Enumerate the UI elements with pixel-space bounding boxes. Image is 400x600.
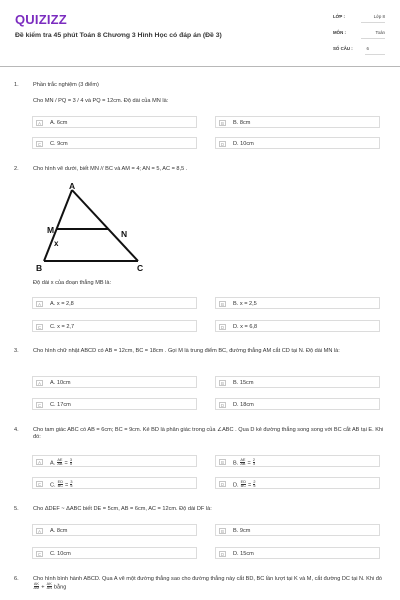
option-letter-box: C	[37, 141, 42, 147]
meta-subject	[333, 30, 385, 38]
option-text: D. $\frac{ED}{BC}$ = $\frac{2}{5}$	[233, 479, 256, 489]
option-text: C. x = 2,7	[50, 323, 75, 330]
option-text: B. 15cm	[233, 379, 254, 386]
option-text: A. x = 2,8	[50, 300, 74, 307]
meta-class-value: Lớp 8	[373, 14, 385, 19]
question-number: 5.	[14, 506, 19, 512]
answer-option[interactable]	[32, 455, 197, 467]
vertex-label-b: B	[36, 263, 43, 273]
option-text: A. 8cm	[50, 527, 68, 534]
option-letter-box: C	[37, 481, 42, 487]
question-number: 1.	[14, 82, 19, 88]
option-letter-box: C	[37, 324, 42, 330]
answer-option[interactable]	[32, 376, 197, 388]
question-text: Cho ΔDEF ~ ΔABC biết DE = 5cm, AB = 6cm, AC = 12cm. Độ dài DF là:	[33, 506, 212, 512]
option-letter-box: B	[219, 528, 226, 535]
question-number: 2.	[14, 166, 19, 172]
vertex-label-c: C	[137, 263, 144, 273]
vertex-label-a: A	[69, 181, 76, 191]
option-letter-box: A	[36, 301, 43, 308]
answer-option[interactable]	[32, 547, 197, 559]
answer-option[interactable]	[32, 320, 197, 332]
option-text: C. 10cm	[50, 550, 71, 557]
option-letter-box: D	[220, 551, 225, 557]
option-letter-box: D	[220, 141, 225, 147]
option-letter-box: C	[37, 402, 42, 408]
option-text: A. 10cm	[50, 379, 71, 386]
option-text: B. $\frac{AE}{AB}$ = $\frac{2}{3}$	[233, 457, 255, 467]
triangle-figure	[33, 181, 153, 273]
meta-count-value: 6	[366, 46, 369, 51]
meta-class	[333, 14, 385, 22]
question-section-heading: Phần trắc nghiệm (3 điểm)	[33, 82, 99, 88]
option-text: C. 9cm	[50, 140, 68, 147]
option-letter-box: C	[37, 551, 42, 557]
option-text: B. x = 2,5	[233, 300, 257, 307]
answer-option[interactable]	[32, 524, 197, 536]
option-letter-box: B	[219, 380, 226, 387]
meta-subject-key: MÔN :	[333, 30, 346, 35]
logo: QUIZIZZ	[15, 12, 67, 27]
option-letter-box: B	[219, 120, 226, 127]
question-number: 3.	[14, 348, 19, 354]
option-letter-box: D	[220, 402, 225, 408]
answer-option[interactable]	[215, 297, 380, 309]
answer-option[interactable]	[215, 137, 380, 149]
option-letter-box: A	[36, 528, 43, 535]
answer-option[interactable]	[215, 116, 380, 128]
option-text: D. 15cm	[233, 550, 254, 557]
answer-option[interactable]	[32, 297, 197, 309]
question-text: Cho hình vẽ dưới, biết MN // BC và AM = 4; AN = 5, AC = 8,5 .	[33, 166, 188, 172]
question-text: Độ dài x của đoạn thẳng MB là:	[33, 280, 112, 286]
question-text: Cho hình chữ nhật ABCD có AB = 12cm, BC = 18cm . Gọi M là trung điểm BC, đường thẳng AM cắt CD tại N. Độ dài MN là:	[33, 348, 340, 354]
meta-count-key: SỐ CÂU :	[333, 46, 353, 51]
option-text: D. 18cm	[233, 401, 254, 408]
option-text: A. $\frac{AE}{AB}$ = $\frac{3}{5}$	[50, 457, 72, 467]
answer-option[interactable]	[32, 137, 197, 149]
vertex-label-n: N	[121, 229, 128, 239]
question-text: Cho tam giác ABC có AB = 6cm; BC = 9cm. Kẻ BD là phân giác trong của ∠ABC . Qua D kẻ đường thẳng song song với BC cắt AB tại E. Khi đó:	[33, 427, 384, 440]
option-text: D. 10cm	[233, 140, 254, 147]
option-letter-box: B	[219, 301, 226, 308]
question-text: Cho MN / PQ = 3 / 4 và PQ = 12cm. Độ dài của MN là:	[33, 98, 169, 104]
answer-option[interactable]	[215, 376, 380, 388]
answer-option[interactable]	[215, 524, 380, 536]
answer-option[interactable]	[215, 398, 380, 410]
answer-option[interactable]	[215, 455, 380, 467]
answer-option[interactable]	[215, 320, 380, 332]
option-letter-box: D	[220, 324, 225, 330]
meta-count	[333, 46, 385, 54]
option-text: A. 6cm	[50, 119, 68, 126]
meta-subject-value: Toán	[375, 30, 385, 35]
option-text: B. 9cm	[233, 527, 251, 534]
answer-option[interactable]	[32, 477, 197, 489]
vertex-label-m: M	[47, 225, 55, 235]
option-text: C. 17cm	[50, 401, 71, 408]
document-title: Đề kiểm tra 45 phút Toán 8 Chương 3 Hình Học có đáp án (Đề 3)	[15, 32, 222, 39]
option-letter-box: A	[36, 380, 43, 387]
option-text: B. 8cm	[233, 119, 251, 126]
option-letter-box: B	[219, 459, 226, 466]
option-text: C. $\frac{ED}{BC}$ = $\frac{3}{5}$	[50, 479, 73, 489]
meta-class-key: LỚP :	[333, 14, 345, 19]
answer-option[interactable]	[215, 547, 380, 559]
question-number: 4.	[14, 427, 19, 433]
option-letter-box: A	[36, 459, 43, 466]
question-text: Cho hình bình hành ABCD. Qua A vẽ một đường thẳng sao cho đường thẳng này cắt BD, BC lần lượt tại K và M, cắt đường DC tại N. Khi đó $\frac{AK}{AM}$ + $\frac{AK}{AN}$ bằng	[33, 576, 382, 591]
option-text: D. x = 6,8	[233, 323, 258, 330]
question-number: 6.	[14, 576, 19, 582]
answer-option[interactable]	[32, 116, 197, 128]
answer-option[interactable]	[32, 398, 197, 410]
option-letter-box: A	[36, 120, 43, 127]
answer-option[interactable]	[215, 477, 380, 489]
option-letter-box: D	[220, 481, 225, 487]
header-divider	[0, 66, 400, 67]
segment-label-x: x	[54, 239, 59, 248]
